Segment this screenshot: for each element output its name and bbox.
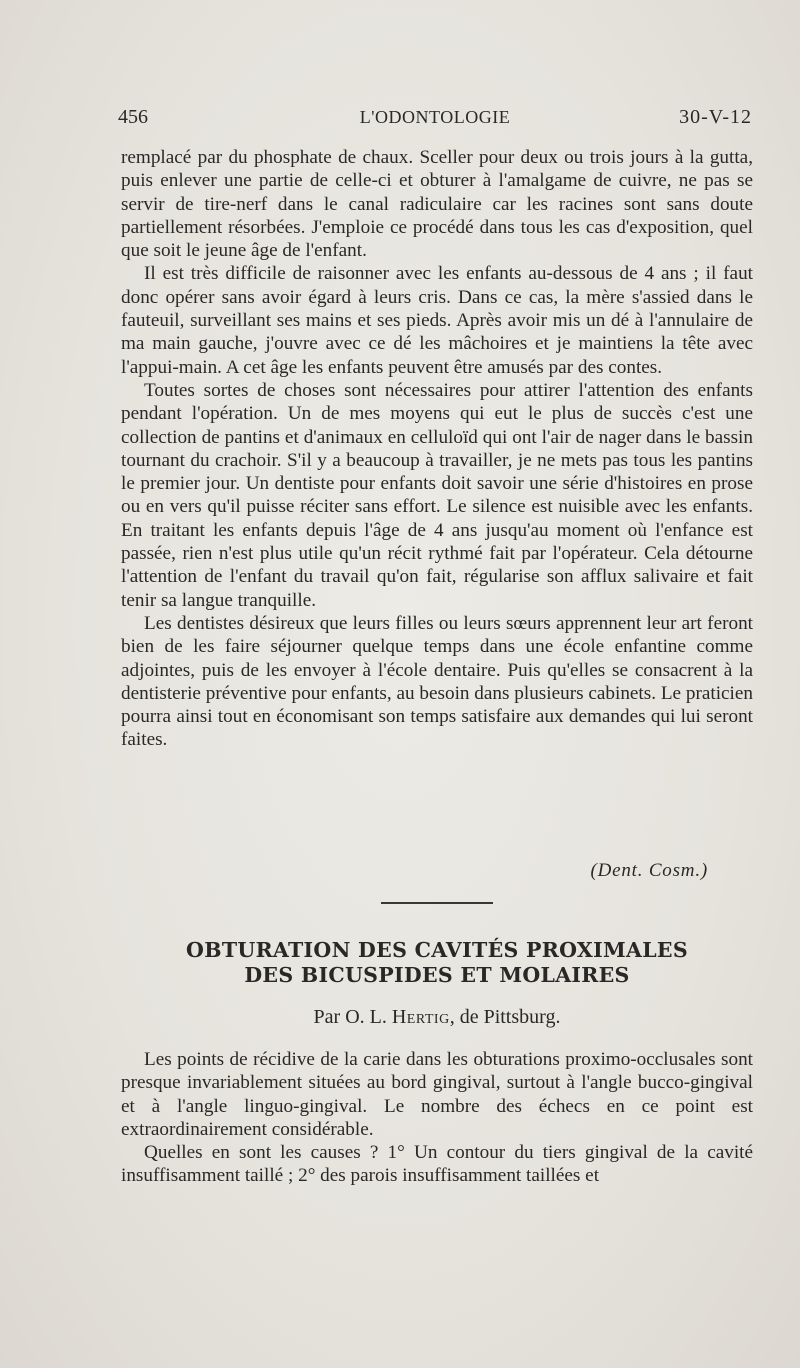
paragraph: remplacé par du phosphate de chaux. Sceller pour deux ou trois jours à la gutta, puis enlever une partie de celle-ci et obturer à l'amalgame de cuivre, ne pas se servir de tire-nerf dans le canal radiculaire car les racines sont sans doute partiellement résorbées. J'emploie ce procédé dans tous les cas d'exposition, quel que soit le jeune âge de l'enfant. <box>121 147 753 262</box>
article-continuation <box>121 146 753 752</box>
paragraph: Les dentistes désireux que leurs filles ou leurs sœurs apprennent leur art feront bien de les faire séjourner quelque temps dans une école enfantine comme adjointes, puis de les envoyer à l'école dentaire. Puis qu'elles se consacrent à la dentisterie préventive pour enfants, au besoin dans plusieurs cabinets. Le praticien pourra ainsi tout en économisant son temps satisfaire aux demandes qui lui seront faites. <box>121 612 753 751</box>
article-body <box>121 1048 753 1188</box>
source-citation: (Dent. Cosm.) <box>590 860 708 881</box>
article-title <box>121 938 753 988</box>
byline-prefix: Par O. L. <box>313 1006 387 1028</box>
paragraph: Toutes sortes de choses sont nécessaires pour attirer l'attention des enfants pendant l'opération. Un de mes moyens qui eut le plus de succès c'est une collection de pantins et d'animaux en celluloïd qui ont l'air de nager dans le bassin tournant du crachoir. S'il y a beaucoup à travailler, je ne mets pas tous les pantins le premier jour. Un dentiste pour enfants doit savoir une série d'histoires en prose ou en vers qu'il puisse réciter sans effort. Le silence est nuisible avec les enfants. En traitant les enfants depuis l'âge de 4 ans jusqu'au moment où l'enfance est passée, rien n'est plus utile qu'un récit rythmé fait par l'opérateur. Cela détourne l'attention de l'enfant du travail qu'on fait, régularise son afflux salivaire et fait tenir sa langue tranquille. <box>121 379 753 611</box>
paragraph: Les points de récidive de la carie dans les obturations proximo-occlusales sont presque invariablement situées au bord gingival, surtout à l'angle bucco-gingival et à l'angle linguo-gingival. Le nombre des échecs en ce point est extraordinairement considérable. <box>121 1049 753 1140</box>
paragraph: Quelles en sont les causes ? 1° Un contour du tiers gingival de la cavité insuffisamment taillé ; 2° des parois insuffisamment taillées et <box>121 1142 753 1187</box>
byline-suffix: , de Pittsburg. <box>449 1006 561 1028</box>
article-title-line: OBTURATION DES CAVITÉS PROXIMALES <box>186 938 688 962</box>
section-divider <box>381 902 493 904</box>
byline-author: Hertig <box>391 1006 450 1028</box>
journal-title: L'ODONTOLOGIE <box>359 107 511 127</box>
paragraph: Il est très difficile de raisonner avec les enfants au-dessous de 4 ans ; il faut donc opérer sans avoir égard à leurs cris. Dans ce cas, la mère s'assied dans le fauteuil, surveillant ses mains et ses pieds. Après avoir mis un dé à l'annulaire de ma main gauche, j'ouvre avec ce dé les mâchoires et je maintiens la tête avec l'appui-main. A cet âge les enfants peuvent être amusés par des contes. <box>121 263 753 378</box>
page-number: 456 <box>118 106 148 128</box>
running-head <box>118 106 752 132</box>
article-title-line: DES BICUSPIDES ET MOLAIRES <box>244 963 630 987</box>
issue-date: 30-V-12 <box>679 106 752 128</box>
article-byline <box>121 1006 753 1029</box>
